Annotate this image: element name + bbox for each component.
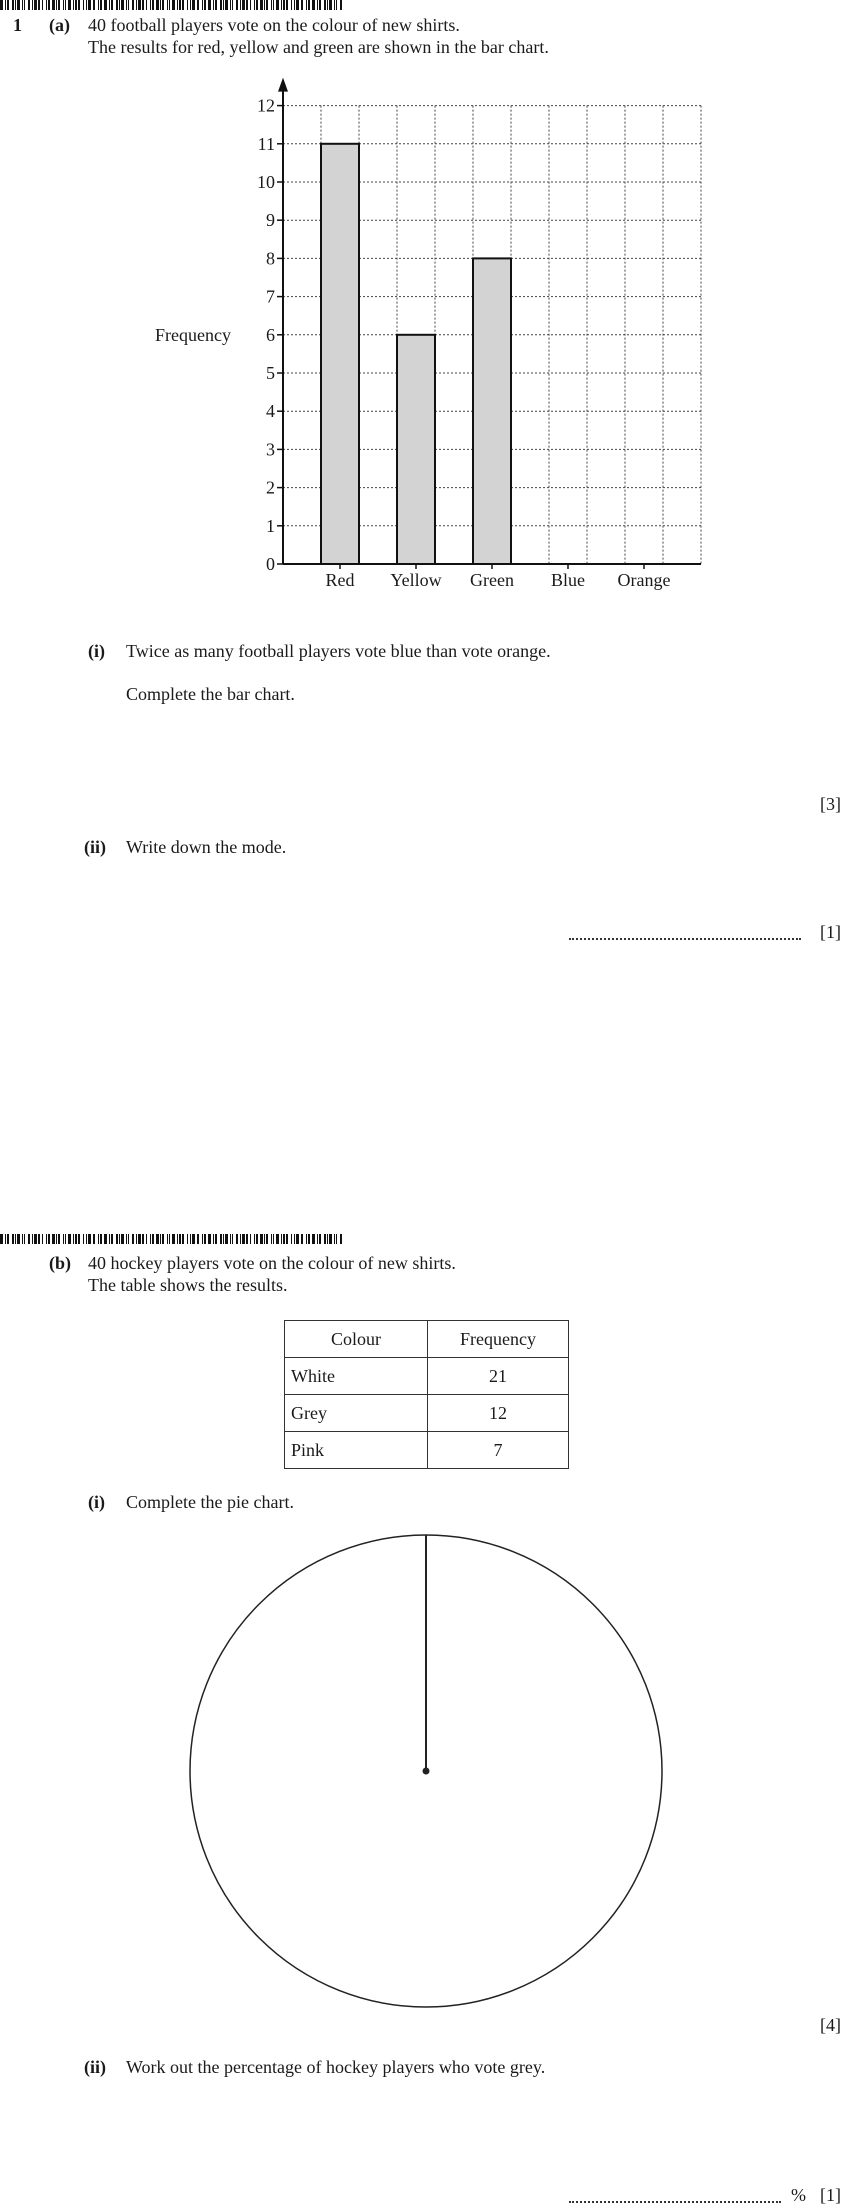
barcode-bar: [24, 1234, 25, 1244]
barcode-bar: [283, 1234, 285, 1244]
x-tick-label: Green: [470, 570, 514, 590]
x-tick-label: Red: [325, 570, 355, 590]
barcode-bar: [256, 1234, 258, 1244]
y-tick-label: 0: [266, 554, 275, 574]
y-axis-label: Frequency: [155, 324, 231, 345]
table-cell: 12: [428, 1395, 569, 1432]
y-axis-arrow: [278, 78, 288, 92]
part-a-ii-label: (ii): [84, 837, 106, 857]
barcode-bar: [208, 1234, 211, 1244]
y-tick-label: 3: [266, 439, 275, 460]
barcode-bar: [296, 1234, 299, 1244]
barcode-bar: [276, 1234, 279, 1244]
barcode-bar: [63, 1234, 64, 1244]
barcode-bar: [83, 1234, 84, 1244]
part-a-i-text1: Twice as many football players vote blue than vote orange.: [126, 641, 551, 661]
barcode-bar: [132, 1234, 134, 1244]
barcode-bar: [167, 1234, 168, 1244]
x-tick-label: Blue: [551, 570, 585, 590]
barcode-bar: [308, 1234, 310, 1244]
barcode-bar: [260, 1234, 263, 1244]
table-header-row: [285, 1321, 569, 1358]
part-b-label: (b): [49, 1253, 71, 1273]
answer-line[interactable]: [569, 938, 801, 940]
barcode-bar: [22, 1234, 23, 1244]
barcode-bar: [119, 1234, 120, 1244]
barcode-bar: [152, 1234, 154, 1244]
barcode-bar: [5, 1234, 6, 1244]
barcode-bar: [136, 1234, 137, 1244]
table-cell: White: [285, 1358, 428, 1395]
barcode-bar: [281, 1234, 282, 1244]
part-b-line2: The table shows the results.: [88, 1275, 288, 1295]
barcode-bar: [109, 1234, 110, 1244]
barcode-bar: [98, 1234, 99, 1244]
y-tick-label: 12: [257, 95, 275, 116]
y-tick-label: 1: [266, 515, 275, 536]
bar: [397, 335, 435, 564]
barcode-bar: [291, 1234, 292, 1244]
barcode-bar: [169, 1234, 170, 1244]
y-tick-label: 11: [257, 133, 275, 154]
barcode: [0, 1234, 342, 1244]
barcode-bar: [17, 1234, 20, 1244]
barcode-bar: [146, 1234, 147, 1244]
barcode-bar: [128, 1234, 129, 1244]
barcode-bar: [116, 1234, 118, 1244]
barcode-bar: [65, 1234, 66, 1244]
barcode-bar: [197, 1234, 199, 1244]
y-tick-label: 9: [266, 210, 275, 231]
answer-line[interactable]: [569, 2201, 781, 2203]
barcode-bar: [15, 1234, 16, 1244]
unit-label: %: [791, 2185, 806, 2205]
barcode-bar: [7, 1234, 9, 1244]
barcode-bar: [78, 1234, 80, 1244]
barcode-bar: [0, 1234, 3, 1244]
barcode-bar: [246, 1234, 248, 1244]
barcode-bar: [68, 1234, 71, 1244]
bar-chart: [0, 0, 853, 600]
barcode-bar: [73, 1234, 74, 1244]
barcode-bar: [286, 1234, 288, 1244]
y-tick-label: 2: [266, 477, 275, 498]
barcode-bar: [266, 1234, 268, 1244]
bar: [473, 258, 511, 564]
barcode-bar: [34, 1234, 37, 1244]
barcode-bar: [254, 1234, 255, 1244]
barcode-bar: [56, 1234, 57, 1244]
barcode-bar: [215, 1234, 217, 1244]
barcode-bar: [156, 1234, 159, 1244]
barcode-bar: [220, 1234, 222, 1244]
part-a-line1: 40 football players vote on the colour of new shirts.: [88, 15, 460, 35]
barcode-bar: [225, 1234, 228, 1244]
barcode-bar: [100, 1234, 102, 1244]
barcode-bar: [240, 1234, 241, 1244]
barcode-bar: [150, 1234, 151, 1244]
barcode-bar: [28, 1234, 30, 1244]
barcode-bar: [250, 1234, 251, 1244]
barcode-bar: [317, 1234, 318, 1244]
barcode-bar: [327, 1234, 328, 1244]
part-a-ii-text: Write down the mode.: [126, 837, 287, 857]
pie-chart[interactable]: [0, 1520, 853, 2020]
barcode-bar: [294, 1234, 295, 1244]
marks: [1]: [820, 2185, 841, 2205]
barcode-bar: [75, 1234, 77, 1244]
barcode-bar: [223, 1234, 224, 1244]
barcode-bar: [306, 1234, 307, 1244]
part-a-line2: The results for red, yellow and green are shown in the bar chart.: [88, 37, 549, 57]
barcode-bar: [182, 1234, 184, 1244]
barcode-bar: [324, 1234, 326, 1244]
barcode-bar: [172, 1234, 175, 1244]
part-b-i-label: (i): [88, 1492, 105, 1512]
barcode-bar: [271, 1234, 272, 1244]
table-header: Colour: [285, 1321, 428, 1358]
marks: [4]: [820, 2015, 841, 2035]
y-tick-label: 8: [266, 248, 275, 269]
barcode-bar: [264, 1234, 265, 1244]
part-b-i-text: Complete the pie chart.: [126, 1492, 294, 1512]
barcode-bar: [236, 1234, 238, 1244]
table-cell: Grey: [285, 1395, 428, 1432]
barcode-bar: [111, 1234, 113, 1244]
table-header: Frequency: [428, 1321, 569, 1358]
barcode-bar: [213, 1234, 214, 1244]
part-a-i-text2: Complete the bar chart.: [126, 684, 295, 704]
barcode-bar: [12, 1234, 14, 1244]
barcode-bar: [52, 1234, 55, 1244]
barcode-bar: [138, 1234, 141, 1244]
part-a-label: (a): [49, 15, 70, 35]
x-tick-label: Orange: [617, 570, 671, 590]
part-b-ii-text: Work out the percentage of hockey players who vote grey.: [126, 2057, 546, 2077]
barcode-bar: [334, 1234, 335, 1244]
barcode-bar: [190, 1234, 191, 1244]
barcode-bar: [336, 1234, 337, 1244]
barcode-bar: [340, 1234, 342, 1244]
barcode-bar: [160, 1234, 161, 1244]
y-tick-label: 5: [266, 363, 275, 383]
table-cell: Pink: [285, 1432, 428, 1469]
barcode-bar: [179, 1234, 181, 1244]
pie-centre-dot: [423, 1768, 430, 1775]
barcode-bar: [202, 1234, 203, 1244]
marks: [1]: [820, 922, 841, 942]
barcode-bar: [58, 1234, 60, 1244]
x-tick-label: Yellow: [390, 570, 442, 590]
table-row: [285, 1358, 569, 1395]
part-b-line1: 40 hockey players vote on the colour of new shirts.: [88, 1253, 456, 1273]
question-number: 1: [13, 15, 22, 35]
barcode-bar: [48, 1234, 50, 1244]
marks: [3]: [820, 794, 841, 814]
table-cell: 7: [428, 1432, 569, 1469]
y-tick-label: 4: [266, 401, 275, 422]
barcode-bar: [204, 1234, 206, 1244]
barcode-bar: [230, 1234, 231, 1244]
barcode-bar: [232, 1234, 233, 1244]
barcode-bar: [301, 1234, 303, 1244]
y-tick-label: 6: [266, 324, 275, 345]
barcode-bar: [42, 1234, 43, 1244]
barcode-bar: [121, 1234, 124, 1244]
barcode-bar: [187, 1234, 188, 1244]
results-table: [284, 1320, 569, 1469]
barcode-bar: [273, 1234, 274, 1244]
part-a-i-label: (i): [88, 641, 105, 661]
barcode-bar: [126, 1234, 127, 1244]
barcode-bar: [142, 1234, 144, 1244]
barcode-bar: [104, 1234, 107, 1244]
barcode-bar: [86, 1234, 87, 1244]
barcode-bar: [38, 1234, 40, 1244]
barcode-bar: [319, 1234, 321, 1244]
barcode-bar: [32, 1234, 33, 1244]
barcode-bar: [312, 1234, 315, 1244]
y-tick-label: 10: [257, 172, 275, 192]
barcode-bar: [177, 1234, 178, 1244]
barcode-bar: [162, 1234, 164, 1244]
barcode-bar: [242, 1234, 245, 1244]
table-row: [285, 1432, 569, 1469]
barcode-bar: [46, 1234, 47, 1244]
barcode-bar: [88, 1234, 91, 1244]
barcode-bar: [192, 1234, 195, 1244]
part-b-ii-label: (ii): [84, 2057, 106, 2077]
barcode-bar: [329, 1234, 332, 1244]
table-row: [285, 1395, 569, 1432]
table-cell: 21: [428, 1358, 569, 1395]
y-tick-label: 7: [266, 286, 275, 307]
barcode-bar: [93, 1234, 95, 1244]
bar: [321, 144, 359, 564]
